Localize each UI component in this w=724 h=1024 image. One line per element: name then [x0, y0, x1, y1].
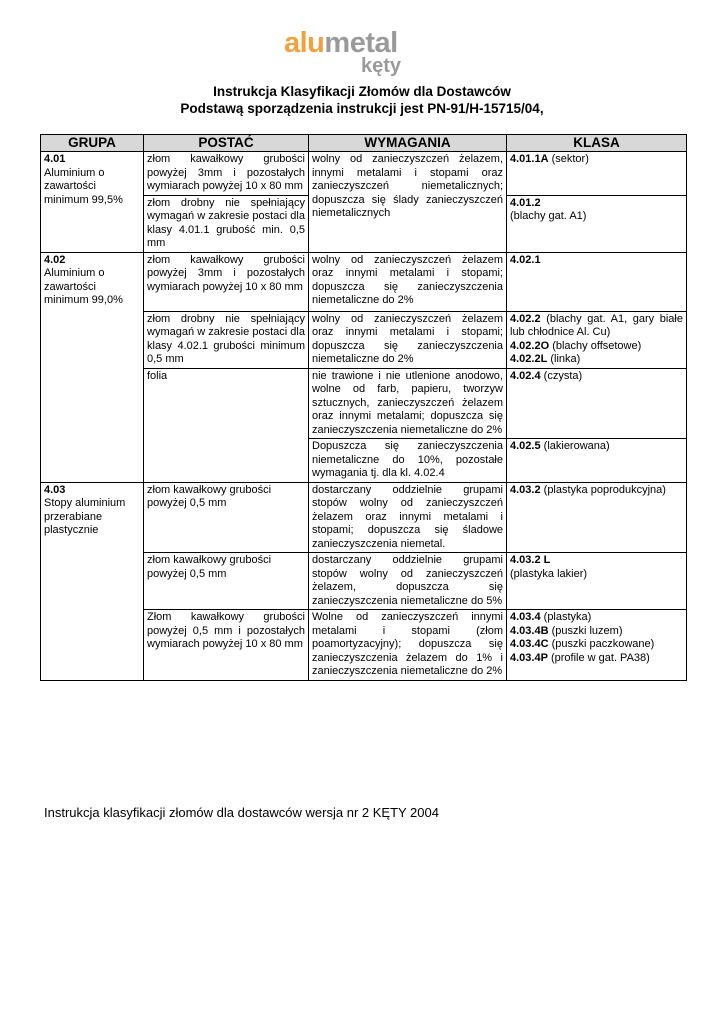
header-grupa: GRUPA [41, 135, 144, 152]
group-cell [41, 252, 144, 482]
postac-cell: złom kawałkowy grubości powyżej 0,5 mm [144, 482, 309, 553]
wymagania-cell: dostarczany oddzielnie grupami stopów wolny od zanieczyszczeń żelazem oraz innymi metalami i stopami; dopuszcza się śladowe zanieczyszczenia niemetal. [309, 482, 507, 553]
group-code: 4.01 [44, 153, 66, 165]
header-postac: POSTAĆ [144, 135, 309, 152]
group-code: 4.02 [44, 253, 66, 266]
postac-cell: Złom kawałkowy grubości powyżej 0,5 mm i pozostałych wymiarach powyżej 10 x 80 mm [144, 610, 309, 681]
document-footer: Instrukcja klasyfikacji złomów dla dostawców wersja nr 2 KĘTY 2004 [44, 805, 439, 820]
classification-table [40, 134, 687, 681]
klasa-cell: 4.02.1 [507, 252, 687, 311]
table-header-row [41, 135, 687, 152]
document-title: Instrukcja Klasyfikacji Złomów dla Dostawców [213, 84, 511, 99]
klasa-cell: 4.02.4 (czysta) [507, 368, 687, 439]
group-cell [41, 152, 144, 253]
wymagania-cell: wolny od zanieczyszczeń żelazem, innymi metalami i stopami oraz zanieczyszczeń niemetalicznych; dopuszcza się ślady zanieczyszczeń niemetalicznych [309, 152, 507, 253]
postac-cell: złom drobny nie spełniający wymagań w zakresie postaci dla klasy 4.01.1 grubość min. 0,5 mm [144, 195, 309, 252]
group-description: Aluminium o zawartości minimum 99,5% [44, 166, 123, 206]
wymagania-cell: wolny od zanieczyszczeń żelazem oraz innymi metalami i stopami; dopuszcza się zanieczyszczenia niemetaliczne do 2% [309, 311, 507, 368]
group-code: 4.03 [44, 483, 66, 496]
group-description: Aluminium o zawartości minimum 99,0% [44, 267, 123, 306]
wymagania-cell: Dopuszcza się zanieczyszczenia niemetaliczne do 10%, pozostałe wymagania tj. dla kl. 4.02.4 [309, 439, 507, 483]
company-logo [284, 28, 426, 78]
table-row [41, 252, 687, 311]
document-subtitle: Podstawą sporządzenia instrukcji jest PN-91/H-15715/04, [180, 101, 544, 116]
klasa-cell: 4.03.2 (plastyka poprodukcyjna) [507, 482, 687, 553]
wymagania-cell: nie trawione i nie utlenione anodowo, wolne od farb, papieru, tworzyw sztucznych, zanieczyszczeń żelazem oraz innymi metalami; dopuszcza się zanieczyszczenia niemetaliczne do 2% [309, 368, 507, 439]
table-row [41, 152, 687, 196]
postac-cell: złom kawałkowy grubości powyżej 3mm i pozostałych wymiarach powyżej 10 x 80 mm [144, 252, 309, 311]
group-cell [41, 482, 144, 680]
table-row [41, 482, 687, 553]
postac-cell: złom drobny nie spełniający wymagań w zakresie postaci dla klasy 4.02.1 grubości minimum 0,5 mm [144, 311, 309, 368]
klasa-cell: 4.03.2 L (plastyka lakier) [507, 553, 687, 610]
klasa-cell: 4.02.5 (lakierowana) [507, 439, 687, 483]
logo-wordmark: alumetal [284, 27, 398, 59]
wymagania-cell: dostarczany oddzielnie grupami stopów wolny od zanieczyszczeń żelazem, dopuszcza się zanieczyszczenia niemetaliczne do 5% [309, 553, 507, 610]
postac-cell: złom kawałkowy grubości powyżej 0,5 mm [144, 553, 309, 610]
postac-cell: złom kawałkowy grubości powyżej 3mm i pozostałych wymiarach powyżej 10 x 80 mm [144, 152, 309, 196]
postac-cell: folia [144, 368, 309, 482]
logo-subtitle: kęty [361, 55, 402, 77]
klasa-cell: 4.01.2 (blachy gat. A1) [507, 195, 687, 252]
klasa-cell: 4.02.2 (blachy gat. A1, gary białe lub chłodnice Al. Cu) 4.02.2O (blachy offsetowe) 4.02.2L (linka) [507, 311, 687, 368]
wymagania-cell: Wolne od zanieczyszczeń innymi metalami i stopami (złom poamortyzacyjny); dopuszcza się zanieczyszczenia żelazem do 1% i zanieczyszczenia niemetaliczne do 2% [309, 610, 507, 681]
group-description: Stopy aluminium przerabiane plastycznie [44, 497, 126, 536]
header-klasa: KLASA [507, 135, 687, 152]
klasa-cell: 4.03.4 (plastyka) 4.03.4B (puszki luzem) 4.03.4C (puszki paczkowane) 4.03.4P (profile w gat. PA38) [507, 610, 687, 681]
header-wymagania: WYMAGANIA [309, 135, 507, 152]
wymagania-cell: wolny od zanieczyszczeń żelazem oraz innymi metalami i stopami; dopuszcza się zanieczyszczenia niemetaliczne do 2% [309, 252, 507, 311]
klasa-cell: 4.01.1A (sektor) [507, 152, 687, 196]
